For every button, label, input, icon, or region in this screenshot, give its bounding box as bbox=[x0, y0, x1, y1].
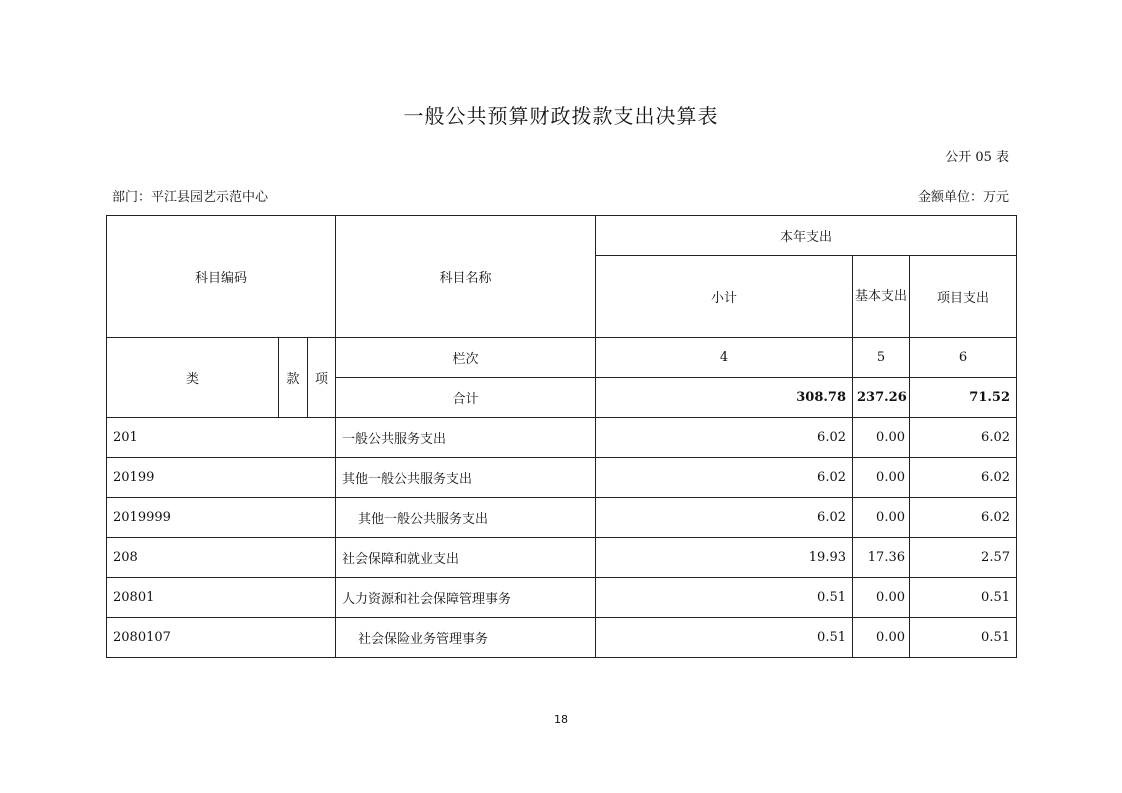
row-project: 2.57 bbox=[910, 538, 1017, 578]
row-project: 0.51 bbox=[910, 618, 1017, 658]
row-subtotal: 0.51 bbox=[596, 578, 853, 618]
row-code: 2019999 bbox=[107, 498, 336, 538]
row-basic: 0.00 bbox=[853, 578, 910, 618]
row-subtotal: 6.02 bbox=[596, 458, 853, 498]
header-col4: 4 bbox=[596, 338, 853, 378]
row-basic: 0.00 bbox=[853, 418, 910, 458]
row-project: 6.02 bbox=[910, 418, 1017, 458]
total-label: 合计 bbox=[336, 378, 596, 418]
row-project: 6.02 bbox=[910, 458, 1017, 498]
row-subtotal: 19.93 bbox=[596, 538, 853, 578]
header-lei: 类 bbox=[107, 338, 279, 418]
table-row bbox=[107, 498, 1017, 538]
table-row bbox=[107, 418, 1017, 458]
expenditure-table bbox=[106, 215, 1017, 658]
department-label: 部门：平江县园艺示范中心 bbox=[112, 190, 269, 205]
page-number: 18 bbox=[554, 713, 568, 726]
unit-label: 金额单位：万元 bbox=[917, 190, 1009, 205]
header-subject-code: 科目编码 bbox=[107, 216, 336, 338]
row-code: 208 bbox=[107, 538, 336, 578]
table-row bbox=[107, 458, 1017, 498]
row-code: 201 bbox=[107, 418, 336, 458]
row-subtotal: 6.02 bbox=[596, 418, 853, 458]
header-project: 项目支出 bbox=[910, 256, 1017, 338]
header-subtotal: 小计 bbox=[596, 256, 853, 338]
header-subject-name: 科目名称 bbox=[336, 216, 596, 338]
header-current-year: 本年支出 bbox=[596, 216, 1017, 256]
row-code: 2080107 bbox=[107, 618, 336, 658]
table-row bbox=[107, 578, 1017, 618]
table-row bbox=[107, 538, 1017, 578]
row-project: 0.51 bbox=[910, 578, 1017, 618]
row-basic: 0.00 bbox=[853, 498, 910, 538]
header-kuan: 款 bbox=[279, 338, 308, 418]
row-name: 其他一般公共服务支出 bbox=[336, 458, 596, 498]
header-basic: 基本支出 bbox=[853, 256, 910, 338]
row-basic: 0.00 bbox=[853, 458, 910, 498]
row-code: 20801 bbox=[107, 578, 336, 618]
header-col5: 5 bbox=[853, 338, 910, 378]
row-name: 其他一般公共服务支出 bbox=[336, 498, 596, 538]
form-number: 公开 05 表 bbox=[945, 150, 1009, 165]
row-basic: 0.00 bbox=[853, 618, 910, 658]
row-name: 人力资源和社会保障管理事务 bbox=[336, 578, 596, 618]
header-xiang: 项 bbox=[308, 338, 336, 418]
total-subtotal: 308.78 bbox=[596, 378, 853, 418]
table-row bbox=[107, 618, 1017, 658]
total-basic: 237.26 bbox=[853, 378, 910, 418]
row-subtotal: 0.51 bbox=[596, 618, 853, 658]
row-name: 社会保障和就业支出 bbox=[336, 538, 596, 578]
total-project: 71.52 bbox=[910, 378, 1017, 418]
header-lanci: 栏次 bbox=[336, 338, 596, 378]
row-code: 20199 bbox=[107, 458, 336, 498]
row-basic: 17.36 bbox=[853, 538, 910, 578]
header-col6: 6 bbox=[910, 338, 1017, 378]
row-project: 6.02 bbox=[910, 498, 1017, 538]
row-subtotal: 6.02 bbox=[596, 498, 853, 538]
row-name: 社会保险业务管理事务 bbox=[336, 618, 596, 658]
row-name: 一般公共服务支出 bbox=[336, 418, 596, 458]
page-title: 一般公共预算财政拨款支出决算表 bbox=[403, 104, 719, 128]
